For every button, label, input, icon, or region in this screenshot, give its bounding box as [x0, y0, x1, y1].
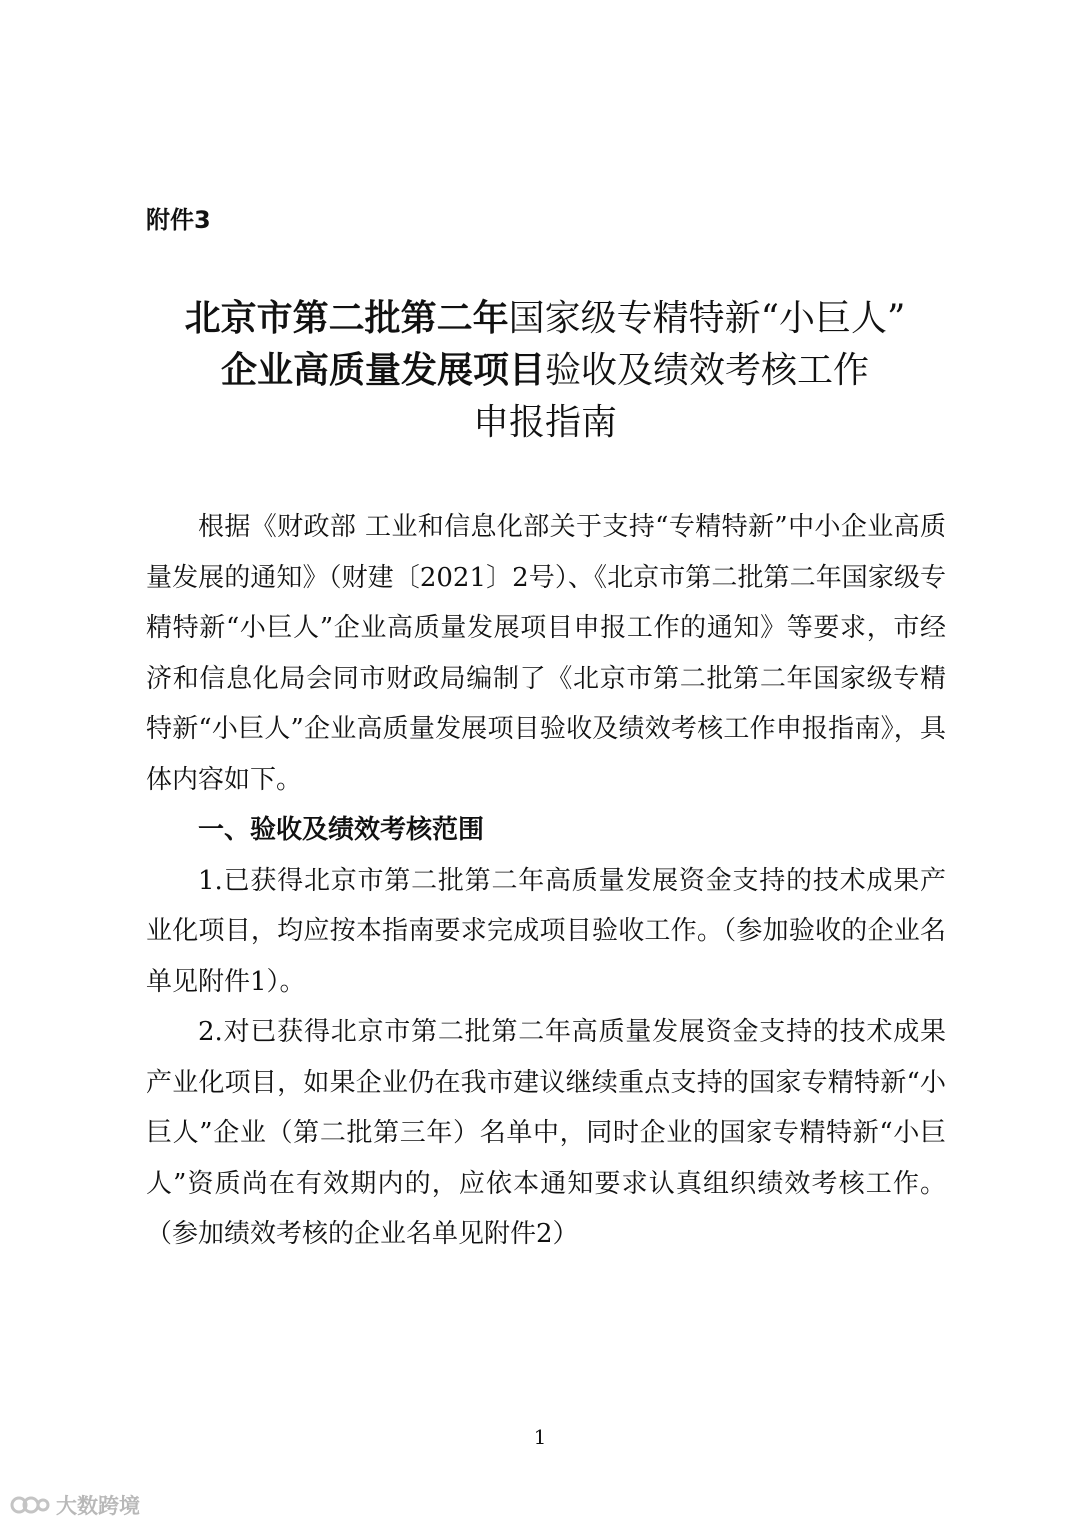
title-line-1 — [120, 293, 970, 345]
section-heading: 一、验收及绩效考核范围 — [198, 815, 485, 845]
intro-paragraph: 根据《财政部 工业和信息化部关于支持“专精特新”中小企业高质量发展的通知》（财建〔2021〕2号）、《北京市第二批第二年国家级专精特新“小巨人”企业高质量发展项目申报工作的通知》等要求，市经济和信息化局会同市财政局编制了《北京市第二批第二年国家级专精特新“小巨人”企业高质量发展项目验收及绩效考核工作申报指南》，具体内容如下。 — [146, 512, 946, 795]
document-title — [120, 293, 970, 449]
attachment-label: 附件3 — [146, 206, 211, 234]
logo-icon — [10, 1492, 50, 1518]
document-body — [146, 502, 946, 1260]
title-line-1-regular: 国家级专精特新“小巨人” — [508, 298, 906, 339]
item-2-paragraph: 2.对已获得北京市第二批第二年高质量发展资金支持的技术成果产业化项目，如果企业仍在我市建议继续重点支持的国家专精特新“小巨人”企业（第二批第三年）名单中，同时企业的国家专精特新“小巨人”资质尚在有效期内的，应依本通知要求认真组织绩效考核工作。（参加绩效考核的企业名单见附件2） — [146, 1017, 946, 1249]
page-number: 1 — [533, 1425, 547, 1449]
title-line-2 — [120, 345, 970, 397]
title-line-2-regular: 验收及绩效考核工作 — [545, 350, 870, 391]
title-line-3: 申报指南 — [472, 402, 617, 443]
watermark-text: 大数跨境 — [56, 1494, 140, 1518]
watermark — [10, 1490, 140, 1520]
title-line-1-bold: 北京市第二批第二年 — [184, 298, 509, 339]
title-line-2-bold: 企业高质量发展项目 — [220, 350, 545, 391]
item-1-paragraph: 1.已获得北京市第二批第二年高质量发展资金支持的技术成果产业化项目，均应按本指南要求完成项目验收工作。（参加验收的企业名单见附件1）。 — [146, 865, 946, 997]
